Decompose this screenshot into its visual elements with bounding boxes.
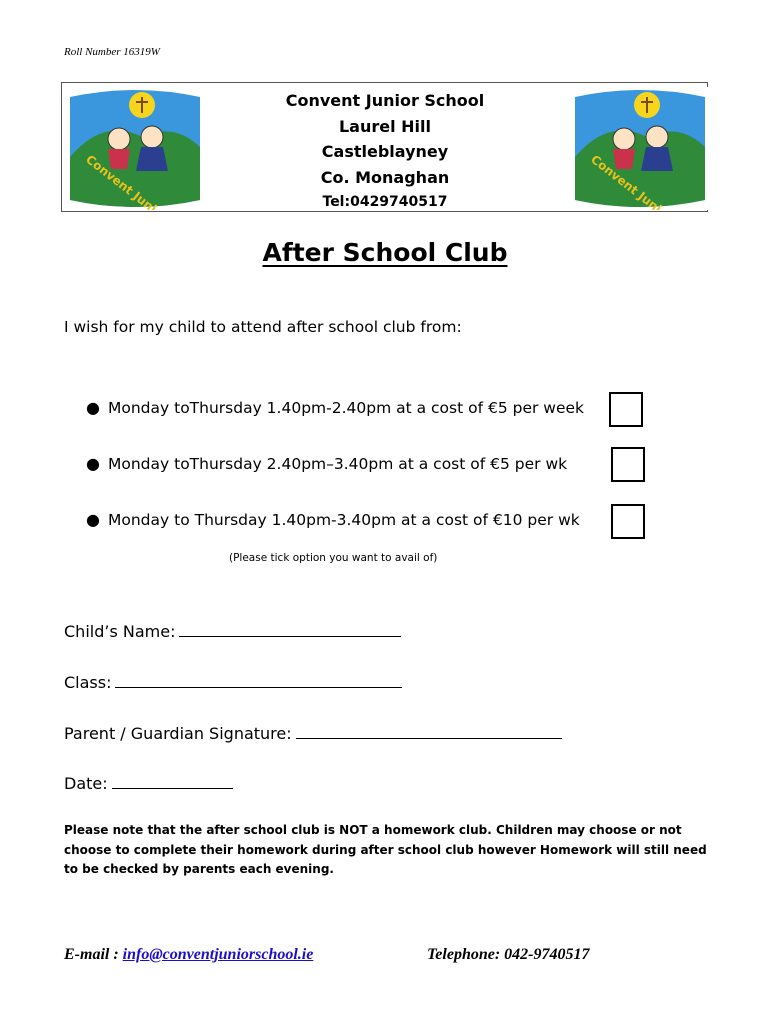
roll-number: Roll Number 16319W — [64, 46, 160, 58]
child-name-line[interactable] — [179, 620, 401, 637]
option-3-label: Monday to Thursday 1.40pm-3.40pm at a cost of €10 per wk — [108, 511, 580, 529]
page-title: After School Club — [262, 238, 508, 267]
option-3 — [86, 510, 580, 529]
address-line-3: Co. Monaghan — [320, 167, 450, 187]
school-name: Convent Junior School — [285, 91, 485, 110]
signature-label: Parent / Guardian Signature: — [64, 724, 292, 743]
signature-field — [64, 722, 562, 743]
bullet-icon: ● — [86, 398, 100, 417]
bullet-icon: ● — [86, 510, 100, 529]
option-1-label: Monday toThursday 1.40pm-2.40pm at a cost of €5 per week — [108, 399, 585, 417]
child-name-field — [64, 620, 401, 641]
class-line[interactable] — [115, 671, 402, 688]
child-name-label: Child’s Name: — [64, 622, 176, 641]
tick-instruction: (Please tick option you want to avail of) — [229, 552, 438, 564]
bullet-icon: ● — [86, 454, 100, 473]
date-field — [64, 772, 233, 793]
homework-note: Please note that the after school club is NOT a homework club. Children may choose or not choose to complete their homework during after school club however Homework will still need to be checked by parents each evening. — [64, 823, 707, 876]
class-field — [64, 671, 402, 692]
footer-email — [64, 946, 313, 964]
class-label: Class: — [64, 673, 112, 692]
email-label: E-mail : — [64, 946, 119, 963]
signature-line[interactable] — [296, 722, 562, 739]
option-1 — [86, 398, 584, 417]
intro-text: I wish for my child to attend after school club from: — [64, 318, 462, 336]
address-line-1: Laurel Hill — [338, 116, 432, 136]
school-address — [230, 88, 540, 216]
address-line-2: Castleblayney — [321, 142, 449, 161]
option-1-checkbox[interactable] — [609, 392, 643, 427]
option-2 — [86, 454, 567, 473]
option-2-checkbox[interactable] — [611, 447, 645, 482]
option-3-checkbox[interactable] — [611, 504, 645, 539]
footer-telephone: Telephone: 042-9740517 — [427, 946, 590, 963]
email-link[interactable]: info@conventjuniorschool.ie — [122, 946, 314, 963]
school-logo-right — [569, 87, 711, 210]
date-line[interactable] — [112, 772, 233, 789]
logo-text: Convent Junior — [83, 152, 171, 210]
option-2-label: Monday toThursday 2.40pm–3.40pm at a cost of €5 per wk — [108, 455, 568, 473]
date-label: Date: — [64, 774, 108, 793]
school-telephone: Tel:0429740517 — [322, 194, 448, 210]
logo-text: Convent Junior — [588, 152, 676, 210]
school-logo-left — [64, 87, 206, 210]
